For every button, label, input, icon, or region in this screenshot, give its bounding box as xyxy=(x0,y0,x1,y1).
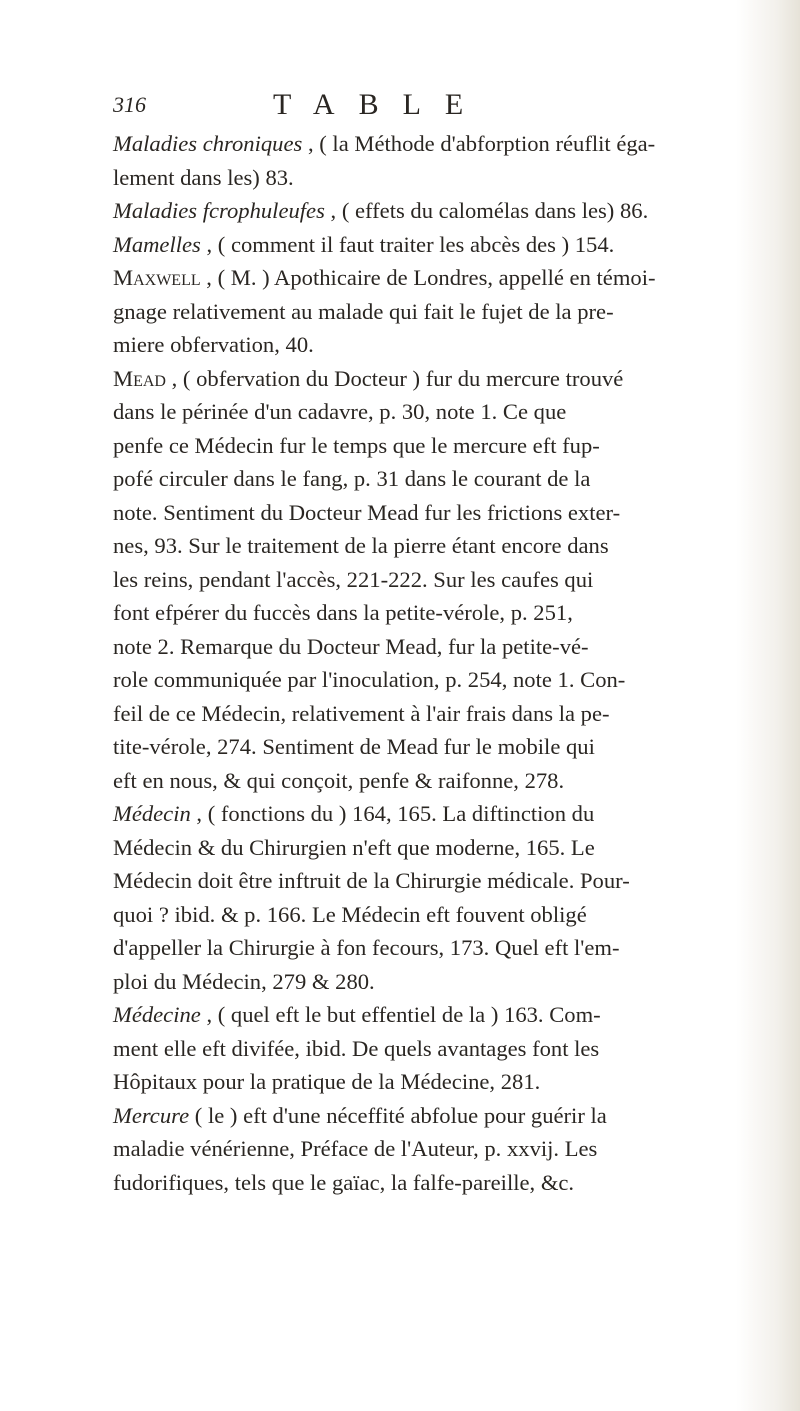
entry-line: Mamelles , ( comment il faut traiter les abcès des ) 154. xyxy=(113,231,615,257)
entry-line: Mead , ( obfervation du Docteur ) fur du mercure trouvé xyxy=(113,365,624,391)
index-entries xyxy=(113,127,691,1199)
entry-line: note. Sentiment du Docteur Mead fur les frictions exter- xyxy=(113,499,621,525)
entry-line: les reins, pendant l'accès, 221-222. Sur les caufes qui xyxy=(113,566,594,592)
entry-line: fudorifiques, tels que le gaïac, la falfe-pareille, &c. xyxy=(113,1169,575,1195)
entry-line: Maladies chroniques , ( la Méthode d'abforption réuflit éga- xyxy=(113,131,656,156)
entry-line: Maladies fcrophuleufes , ( effets du calomélas dans les) 86. xyxy=(113,198,649,223)
entry-line: miere obfervation, 40. xyxy=(113,332,314,357)
entry-headword: Mead xyxy=(113,365,166,391)
index-entry-medecine xyxy=(113,998,691,1099)
entry-line: feil de ce Médecin, relativement à l'air frais dans la pe- xyxy=(113,700,610,726)
entry-line: ploi du Médecin, 279 & 280. xyxy=(113,968,375,994)
entry-line: role communiquée par l'inoculation, p. 254, note 1. Con- xyxy=(113,667,626,692)
entry-line: gnage relativement au malade qui fait le fujet de la pre- xyxy=(113,298,614,324)
entry-line: Médecine , ( quel eft le but effentiel de la ) 163. Com- xyxy=(113,1002,601,1027)
entry-line: font efpérer du fuccès dans la petite-vérole, p. 251, xyxy=(113,600,573,625)
index-entry-mercure xyxy=(113,1099,691,1200)
entry-line: Hôpitaux pour la pratique de la Médecine, 281. xyxy=(113,1069,541,1094)
entry-line: nes, 93. Sur le traitement de la pierre étant encore dans xyxy=(113,533,609,558)
index-entry-mamelles xyxy=(113,228,691,262)
entry-line: Médecin , ( fonctions du ) 164, 165. La diftinction du xyxy=(113,801,595,826)
index-entry-medecin xyxy=(113,797,691,998)
entry-headword: Maladies chroniques xyxy=(113,131,303,156)
entry-line: pofé circuler dans le fang, p. 31 dans le courant de la xyxy=(113,466,591,491)
index-entry-maladies-fcrophuleufes xyxy=(113,194,691,228)
running-title: TABLE xyxy=(273,88,488,121)
entry-line: quoi ? ibid. & p. 166. Le Médecin eft fouvent obligé xyxy=(113,901,587,927)
entry-line: Mercure ( le ) eft d'une néceffité abfolue pour guérir la xyxy=(113,1102,607,1128)
entry-headword: Mamelles xyxy=(113,231,201,257)
entry-headword: Maxwell xyxy=(113,265,201,290)
index-entry-maxwell xyxy=(113,261,691,362)
entry-headword: Médecin xyxy=(113,801,191,826)
entry-line: eft en nous, & qui conçoit, penfe & raifonne, 278. xyxy=(113,767,565,793)
entry-line: dans le périnée d'un cadavre, p. 30, note 1. Ce que xyxy=(113,399,567,424)
entry-headword: Médecine xyxy=(113,1002,201,1027)
entry-headword: Maladies fcrophuleufes xyxy=(113,198,325,223)
entry-line: ment elle eft divifée, ibid. De quels avantages font les xyxy=(113,1035,600,1061)
entry-line: note 2. Remarque du Docteur Mead, fur la petite-vé- xyxy=(113,633,589,659)
entry-headword: Mercure xyxy=(113,1102,190,1128)
entry-line: Maxwell , ( M. ) Apothicaire de Londres, appellé en témoi- xyxy=(113,265,656,290)
entry-line: tite-vérole, 274. Sentiment de Mead fur le mobile qui xyxy=(113,734,595,759)
page-number: 316 xyxy=(113,92,146,117)
index-entry-mead xyxy=(113,362,691,798)
entry-line: lement dans les) 83. xyxy=(113,164,294,190)
entry-line: maladie vénérienne, Préface de l'Auteur, p. xxvij. Les xyxy=(113,1136,598,1161)
entry-line: Médecin & du Chirurgien n'eft que moderne, 165. Le xyxy=(113,834,595,860)
entry-line: d'appeller la Chirurgie à fon fecours, 173. Quel eft l'em- xyxy=(113,935,620,960)
index-entry-maladies-chroniques xyxy=(113,127,691,194)
entry-line: Médecin doit être inftruit de la Chirurgie médicale. Pour- xyxy=(113,868,630,893)
entry-line: penfe ce Médecin fur le temps que le mercure eft fup- xyxy=(113,432,600,458)
page-header xyxy=(113,88,673,124)
